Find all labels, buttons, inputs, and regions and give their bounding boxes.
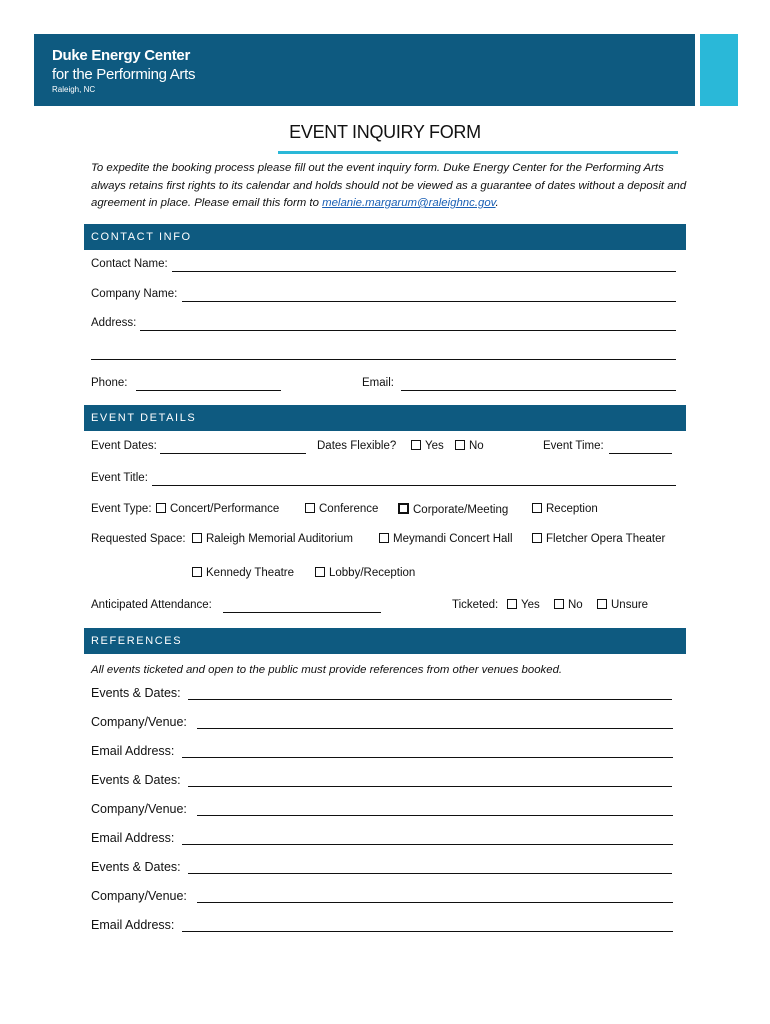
option-label: Fletcher Opera Theater [546,533,666,545]
attendance-label: Anticipated Attendance: [91,599,212,611]
ref2-events-dates-label: Events & Dates: [91,773,181,787]
checkbox-icon[interactable] [192,567,202,577]
checkbox-icon[interactable] [192,533,202,543]
ref1-email-label: Email Address: [91,744,175,758]
checkbox-icon[interactable] [156,503,166,513]
option-label: Kennedy Theatre [206,567,295,579]
contact-name-label: Contact Name: [91,258,168,270]
ref1-company-venue-field[interactable] [197,728,673,729]
ref1-email-field[interactable] [182,757,673,758]
intro-email-link[interactable]: melanie.margarum@raleighnc.gov [322,197,496,209]
event-type-label: Event Type: [91,503,152,515]
header-accent-bar [700,34,738,106]
checkbox-icon[interactable] [398,503,409,514]
intro-paragraph [91,160,691,213]
company-name-field[interactable] [182,301,676,302]
ref2-company-venue-field[interactable] [197,815,673,816]
space-lobby[interactable] [315,567,415,579]
checkbox-icon[interactable] [532,503,542,513]
ref1-events-dates-label: Events & Dates: [91,686,181,700]
address-field[interactable] [140,330,676,331]
ref3-email-label: Email Address: [91,918,175,932]
references-note: All events ticketed and open to the public must provide references from other venues booked. [91,664,563,676]
option-label: Concert/Performance [170,503,280,515]
ref3-events-dates-field[interactable] [188,873,672,874]
checkbox-icon[interactable] [411,440,421,450]
ticketed-label: Ticketed: [452,599,499,611]
email-label: Email: [362,377,394,389]
ref1-company-venue-label: Company/Venue: [91,715,187,729]
ref1-events-dates-field[interactable] [188,699,672,700]
option-label: Reception [546,503,598,515]
option-label: Yes [425,440,444,452]
space-raleigh-memorial[interactable] [192,533,353,545]
intro-end: . [495,197,499,209]
event-type-conference[interactable] [305,503,378,515]
event-time-field[interactable] [609,453,672,454]
section-references: REFERENCES [84,628,686,654]
option-label: Yes [521,599,540,611]
section-contact-info: CONTACT INFO [84,224,686,250]
event-type-concert[interactable] [156,503,279,515]
ref2-company-venue-label: Company/Venue: [91,802,187,816]
event-time-label: Event Time: [543,440,604,452]
option-label: Meymandi Concert Hall [393,533,513,545]
space-kennedy[interactable] [192,567,294,579]
option-label: No [568,599,583,611]
ref2-events-dates-field[interactable] [188,786,672,787]
event-type-corporate[interactable] [398,503,508,516]
checkbox-icon[interactable] [507,599,517,609]
space-fletcher[interactable] [532,533,665,545]
checkbox-icon[interactable] [532,533,542,543]
org-location: Raleigh, NC [52,85,96,94]
checkbox-icon[interactable] [554,599,564,609]
dates-flexible-label: Dates Flexible? [317,440,397,452]
org-subtitle: for the Performing Arts [52,66,196,83]
ref3-company-venue-field[interactable] [197,902,673,903]
email-field[interactable] [401,390,676,391]
ref3-events-dates-label: Events & Dates: [91,860,181,874]
ref3-email-field[interactable] [182,931,673,932]
ticketed-unsure[interactable] [597,599,648,611]
org-name: Duke Energy Center [52,47,190,64]
event-dates-label: Event Dates: [91,440,157,452]
space-meymandi[interactable] [379,533,513,545]
event-title-label: Event Title: [91,472,148,484]
option-label: Conference [319,503,379,515]
address-label: Address: [91,317,137,329]
form-title: EVENT INQUIRY FORM [289,122,481,142]
checkbox-icon[interactable] [379,533,389,543]
ref3-company-venue-label: Company/Venue: [91,889,187,903]
ticketed-no[interactable] [554,599,583,611]
contact-name-field[interactable] [172,271,676,272]
checkbox-icon[interactable] [305,503,315,513]
company-name-label: Company Name: [91,288,178,300]
section-event-details: EVENT DETAILS [84,405,686,431]
option-label: No [469,440,484,452]
option-label: Raleigh Memorial Auditorium [206,533,354,545]
address-field-line2[interactable] [91,359,676,360]
requested-space-label: Requested Space: [91,533,186,545]
checkbox-icon[interactable] [315,567,325,577]
phone-field[interactable] [136,390,281,391]
ref2-email-field[interactable] [182,844,673,845]
checkbox-icon[interactable] [597,599,607,609]
ticketed-yes[interactable] [507,599,540,611]
title-underline [278,151,678,154]
option-label: Lobby/Reception [329,567,416,579]
intro-text: To expedite the booking process please fill out the event inquiry form. Duke Energy Center for the Performing Arts always retains first rights to its calendar and holds should not be viewed as a guarantee of dates without a deposit and agreement in place. Please email this form to [91,162,687,209]
attendance-field[interactable] [223,612,381,613]
event-type-reception[interactable] [532,503,598,515]
phone-label: Phone: [91,377,128,389]
option-label: Corporate/Meeting [413,504,509,516]
ref2-email-label: Email Address: [91,831,175,845]
checkbox-icon[interactable] [455,440,465,450]
event-dates-field[interactable] [160,453,306,454]
event-title-field[interactable] [152,485,676,486]
dates-flexible-yes[interactable] [411,440,444,452]
dates-flexible-no[interactable] [455,440,484,452]
option-label: Unsure [611,599,649,611]
